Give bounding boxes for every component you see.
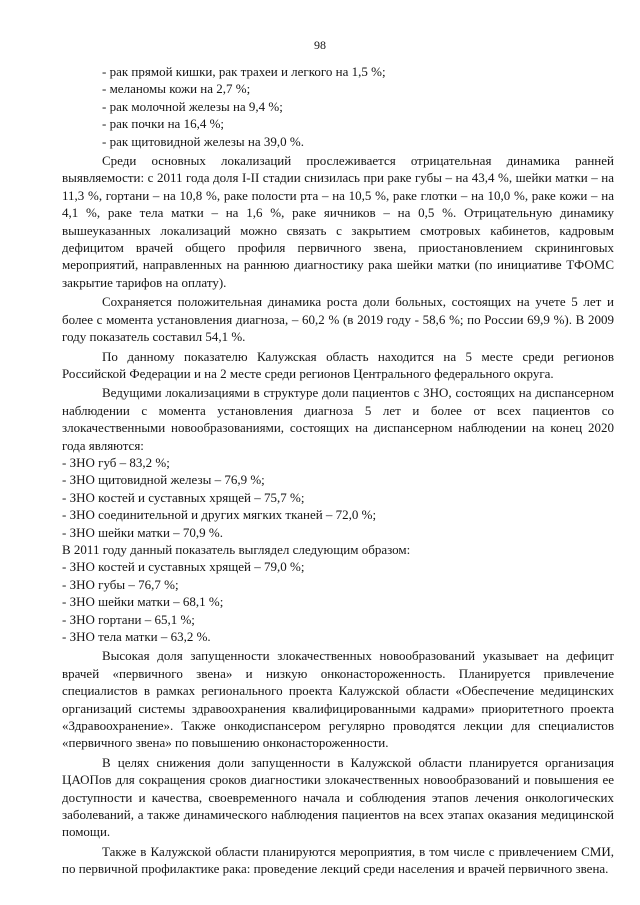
paragraph-taop-organization: В целях снижения доли запущенности в Калужской области планируется организация ЦАОПов для сокращения сроков диагностики злокачественных новообразований и повышения ее доступности и качества, своевременного начала и соблюдения этапов лечения онкологических заболеваний, а также динамического наблюдения пациентов на всех этапах оказания медицинской помощи. bbox=[62, 754, 614, 840]
bullet-item: - рак щитовидной железы на 39,0 %. bbox=[102, 133, 304, 149]
list-item-2020: - ЗНО губ – 83,2 %; bbox=[62, 454, 170, 470]
paragraph-leading-localizations: Ведущими локализациями в структуре доли пациентов с ЗНО, состоящих на диспансерном наблюдении с момента установления диагноза 5 лет и более от всех пациентов со злокачественными новообразованиями, состоящих на диспансерном наблюдении на конец 2020 года являются: bbox=[62, 385, 614, 453]
bullet-item: - рак молочной железы на 9,4 %; bbox=[102, 98, 283, 114]
paragraph-early-detection: Среди основных локализаций прослеживается отрицательная динамика ранней выявляемости: с 2011 года доля I-II стадии снизилась при раке губы – на 43,4 %, шейки матки – на 11,3 %, гортани – на 10,8 %, раке полости рта – на 10,5 %, раке глотки – на 10,0 %, раке кожи – на 4,1 %, раке тела матки – на 1,6 %, раке яичников – на 0,5 %. Отрицательную динамику вышеуказанных локализаций можно связать с закрытием смотровых кабинетов, кадровым дефицитом врачей общего профиля первичного звена, приостановлением скрининговых мероприятий, направленных на раннюю диагностику рака шейки матки (по инициативе ТФОМС закрытие тарифов на оплату). bbox=[62, 153, 614, 290]
paragraph-2011-intro: В 2011 году данный показатель выглядел следующим образом: bbox=[62, 541, 411, 557]
list-item-2011: - ЗНО гортани – 65,1 %; bbox=[62, 611, 195, 627]
list-item-2011: - ЗНО шейки матки – 68,1 %; bbox=[62, 594, 224, 610]
list-item-2011: - ЗНО костей и суставных хрящей – 79,0 %; bbox=[62, 559, 305, 575]
page-number: 98 bbox=[314, 38, 326, 52]
paragraph-prevention-measures: Также в Калужской области планируются мероприятия, в том числе с привлечением СМИ, по первичной профилактике рака: проведение лекций среди населения и врачей первичного звена. bbox=[62, 843, 614, 877]
list-item-2020: - ЗНО шейки матки – 70,9 %. bbox=[62, 524, 223, 540]
bullet-item: - рак почки на 16,4 %; bbox=[102, 116, 225, 132]
list-item-2020: - ЗНО соединительной и других мягких тканей – 72,0 %; bbox=[62, 507, 377, 523]
document-body bbox=[62, 63, 614, 878]
list-item-2011: - ЗНО тела матки – 63,2 %. bbox=[62, 629, 211, 644]
paragraph-region-rank: По данному показателю Калужская область находится на 5 месте среди регионов Российской Федерации и на 2 месте среди регионов Центрального федерального округа. bbox=[62, 348, 614, 381]
paragraph-five-year-share: Сохраняется положительная динамика роста доли больных, состоящих на учете 5 лет и более с момента установления диагноза, – 60,2 % (в 2019 году - 58,6 %; по России 69,9 %). В 2009 году показатель составил 54,1 %. bbox=[62, 294, 614, 345]
list-item-2020: - ЗНО щитовидной железы – 76,9 %; bbox=[62, 472, 265, 488]
list-item-2020: - ЗНО костей и суставных хрящей – 75,7 %; bbox=[62, 489, 305, 505]
paragraph-late-stage-share: Высокая доля запущенности злокачественных новообразований указывает на дефицит врачей «первичного звена» и низкую онконастороженность. Планируется привлечение специалистов в рамках регионального проекта Калужской области «Обеспечение медицинских организаций системы здравоохранения квалифицированными кадрами» приоритетного проекта «Здравоохранение». Также онкодиспансером регулярно проводятся лекции для специалистов «первичного звена» по повышению онконастороженности. bbox=[62, 648, 614, 751]
bullet-item: - рак прямой кишки, рак трахеи и легкого на 1,5 %; bbox=[102, 64, 386, 79]
list-item-2011: - ЗНО губы – 76,7 %; bbox=[62, 576, 179, 592]
bullet-item: - меланомы кожи на 2,7 %; bbox=[102, 81, 251, 97]
